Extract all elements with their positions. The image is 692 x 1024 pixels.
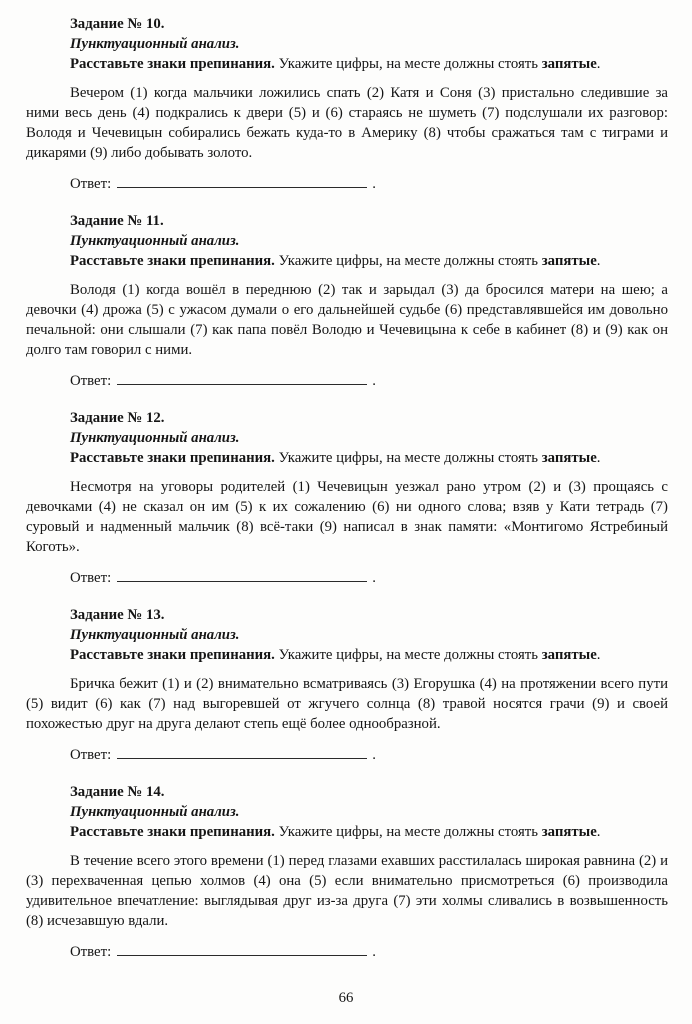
task-title: Задание № 11. [70,213,164,229]
task-instruction [70,448,668,468]
task-title: Задание № 14. [70,784,165,800]
instruction-tail: . [596,56,601,72]
instruction-lead: Расставьте знаки препинания. [70,824,275,840]
task-instruction [70,54,668,74]
instruction-middle: Укажите цифры, на месте должны стоять [274,824,542,840]
answer-line [26,745,668,765]
task-subtitle: Пунктуационный анализ. [70,430,240,446]
instruction-middle: Укажите цифры, на месте должны стоять [274,647,542,663]
task-subtitle: Пунктуационный анализ. [70,627,240,643]
task-block-13 [26,605,668,765]
task-header [26,408,668,468]
task-instruction [70,822,668,842]
answer-line [26,174,668,194]
instruction-keyword: запятые [541,647,597,663]
answer-period: . [372,747,376,763]
answer-label: Ответ: [70,944,112,960]
page-number: 66 [338,990,354,1006]
task-header [26,14,668,74]
instruction-keyword: запятые [541,824,597,840]
task-subtitle: Пунктуационный анализ. [70,804,240,820]
task-text: Володя (1) когда вошёл в переднюю (2) так и зарыдал (3) да бросился матери на шею; а девочки (4) дрожа (5) с ужасом думали о его дальнейшей судьбе (6) представлявшейся им довольно печальной: они слышали (7) как папа повёл Володю и Чечевицына к себе в кабинет (8) и (9) как он долго там говорил с ними. [26,282,668,358]
task-header [26,211,668,271]
answer-label: Ответ: [70,373,112,389]
task-header [26,782,668,842]
answer-line [26,371,668,391]
task-subtitle: Пунктуационный анализ. [70,233,240,249]
task-text: Несмотря на уговоры родителей (1) Чечевицын уезжал рано утром (2) и (3) прощаясь с девочками (4) не сказал он им (5) к их сожалению (6) ни одного слова; взяв у Кати тетрадь (7) суровый и надменный мальчик (8) всё-таки (9) написал в знак памяти: «Монтигомо Ястребиный Коготь». [26,479,668,555]
answer-line [26,568,668,588]
task-header [26,605,668,665]
answer-period: . [372,373,376,389]
answer-period: . [372,176,376,192]
task-block-11 [26,211,668,391]
instruction-tail: . [596,647,601,663]
instruction-middle: Укажите цифры, на месте должны стоять [274,450,542,466]
instruction-lead: Расставьте знаки препинания. [70,450,275,466]
task-title: Задание № 10. [70,16,165,32]
instruction-lead: Расставьте знаки препинания. [70,647,275,663]
instruction-lead: Расставьте знаки препинания. [70,253,275,269]
answer-period: . [372,570,376,586]
instruction-keyword: запятые [541,56,597,72]
instruction-tail: . [596,824,601,840]
answer-blank[interactable] [117,943,367,956]
task-block-12 [26,408,668,588]
instruction-middle: Укажите цифры, на месте должны стоять [274,56,542,72]
answer-blank[interactable] [117,746,367,759]
answer-label: Ответ: [70,747,112,763]
answer-blank[interactable] [117,372,367,385]
task-instruction [70,251,668,271]
instruction-tail: . [596,450,601,466]
answer-label: Ответ: [70,570,112,586]
answer-blank[interactable] [117,569,367,582]
task-block-10 [26,14,668,194]
task-instruction [70,645,668,665]
task-subtitle: Пунктуационный анализ. [70,36,240,52]
instruction-tail: . [596,253,601,269]
task-title: Задание № 12. [70,410,165,426]
task-title: Задание № 13. [70,607,165,623]
task-text: В течение всего этого времени (1) перед глазами ехавших расстилалась широкая равнина (2) и (3) перехваченная цепью холмов (4) она (5) если внимательно присмотреться (6) производила удивительное впечатление: выглядывая друг из-за друга (7) эти холмы сливались в возвышенность (8) исчезавшую вдали. [26,853,668,929]
instruction-lead: Расставьте знаки препинания. [70,56,275,72]
answer-blank[interactable] [117,175,367,188]
page-footer [0,988,692,1008]
answer-line [26,942,668,962]
instruction-keyword: запятые [541,253,597,269]
instruction-middle: Укажите цифры, на месте должны стоять [274,253,542,269]
answer-label: Ответ: [70,176,112,192]
task-text: Вечером (1) когда мальчики ложились спать (2) Катя и Соня (3) пристально следившие за ними весь день (4) подкрались к двери (5) и (6) стараясь не шуметь (7) подслушали их разговор: Володя и Чечевицын собирались бежать куда-то в Америку (8) чтобы сражаться там с тиграми и дикарями (9) либо добывать золото. [26,85,668,161]
task-block-14 [26,782,668,962]
task-text: Бричка бежит (1) и (2) внимательно всматриваясь (3) Егорушка (4) на протяжении всего пути (5) видит (6) как (7) над выгоревшей от жгучего солнца (8) травой носятся грачи (9) и своей похожестью друг на друга делают степь ещё более однообразной. [26,676,668,732]
answer-period: . [372,944,376,960]
instruction-keyword: запятые [541,450,597,466]
